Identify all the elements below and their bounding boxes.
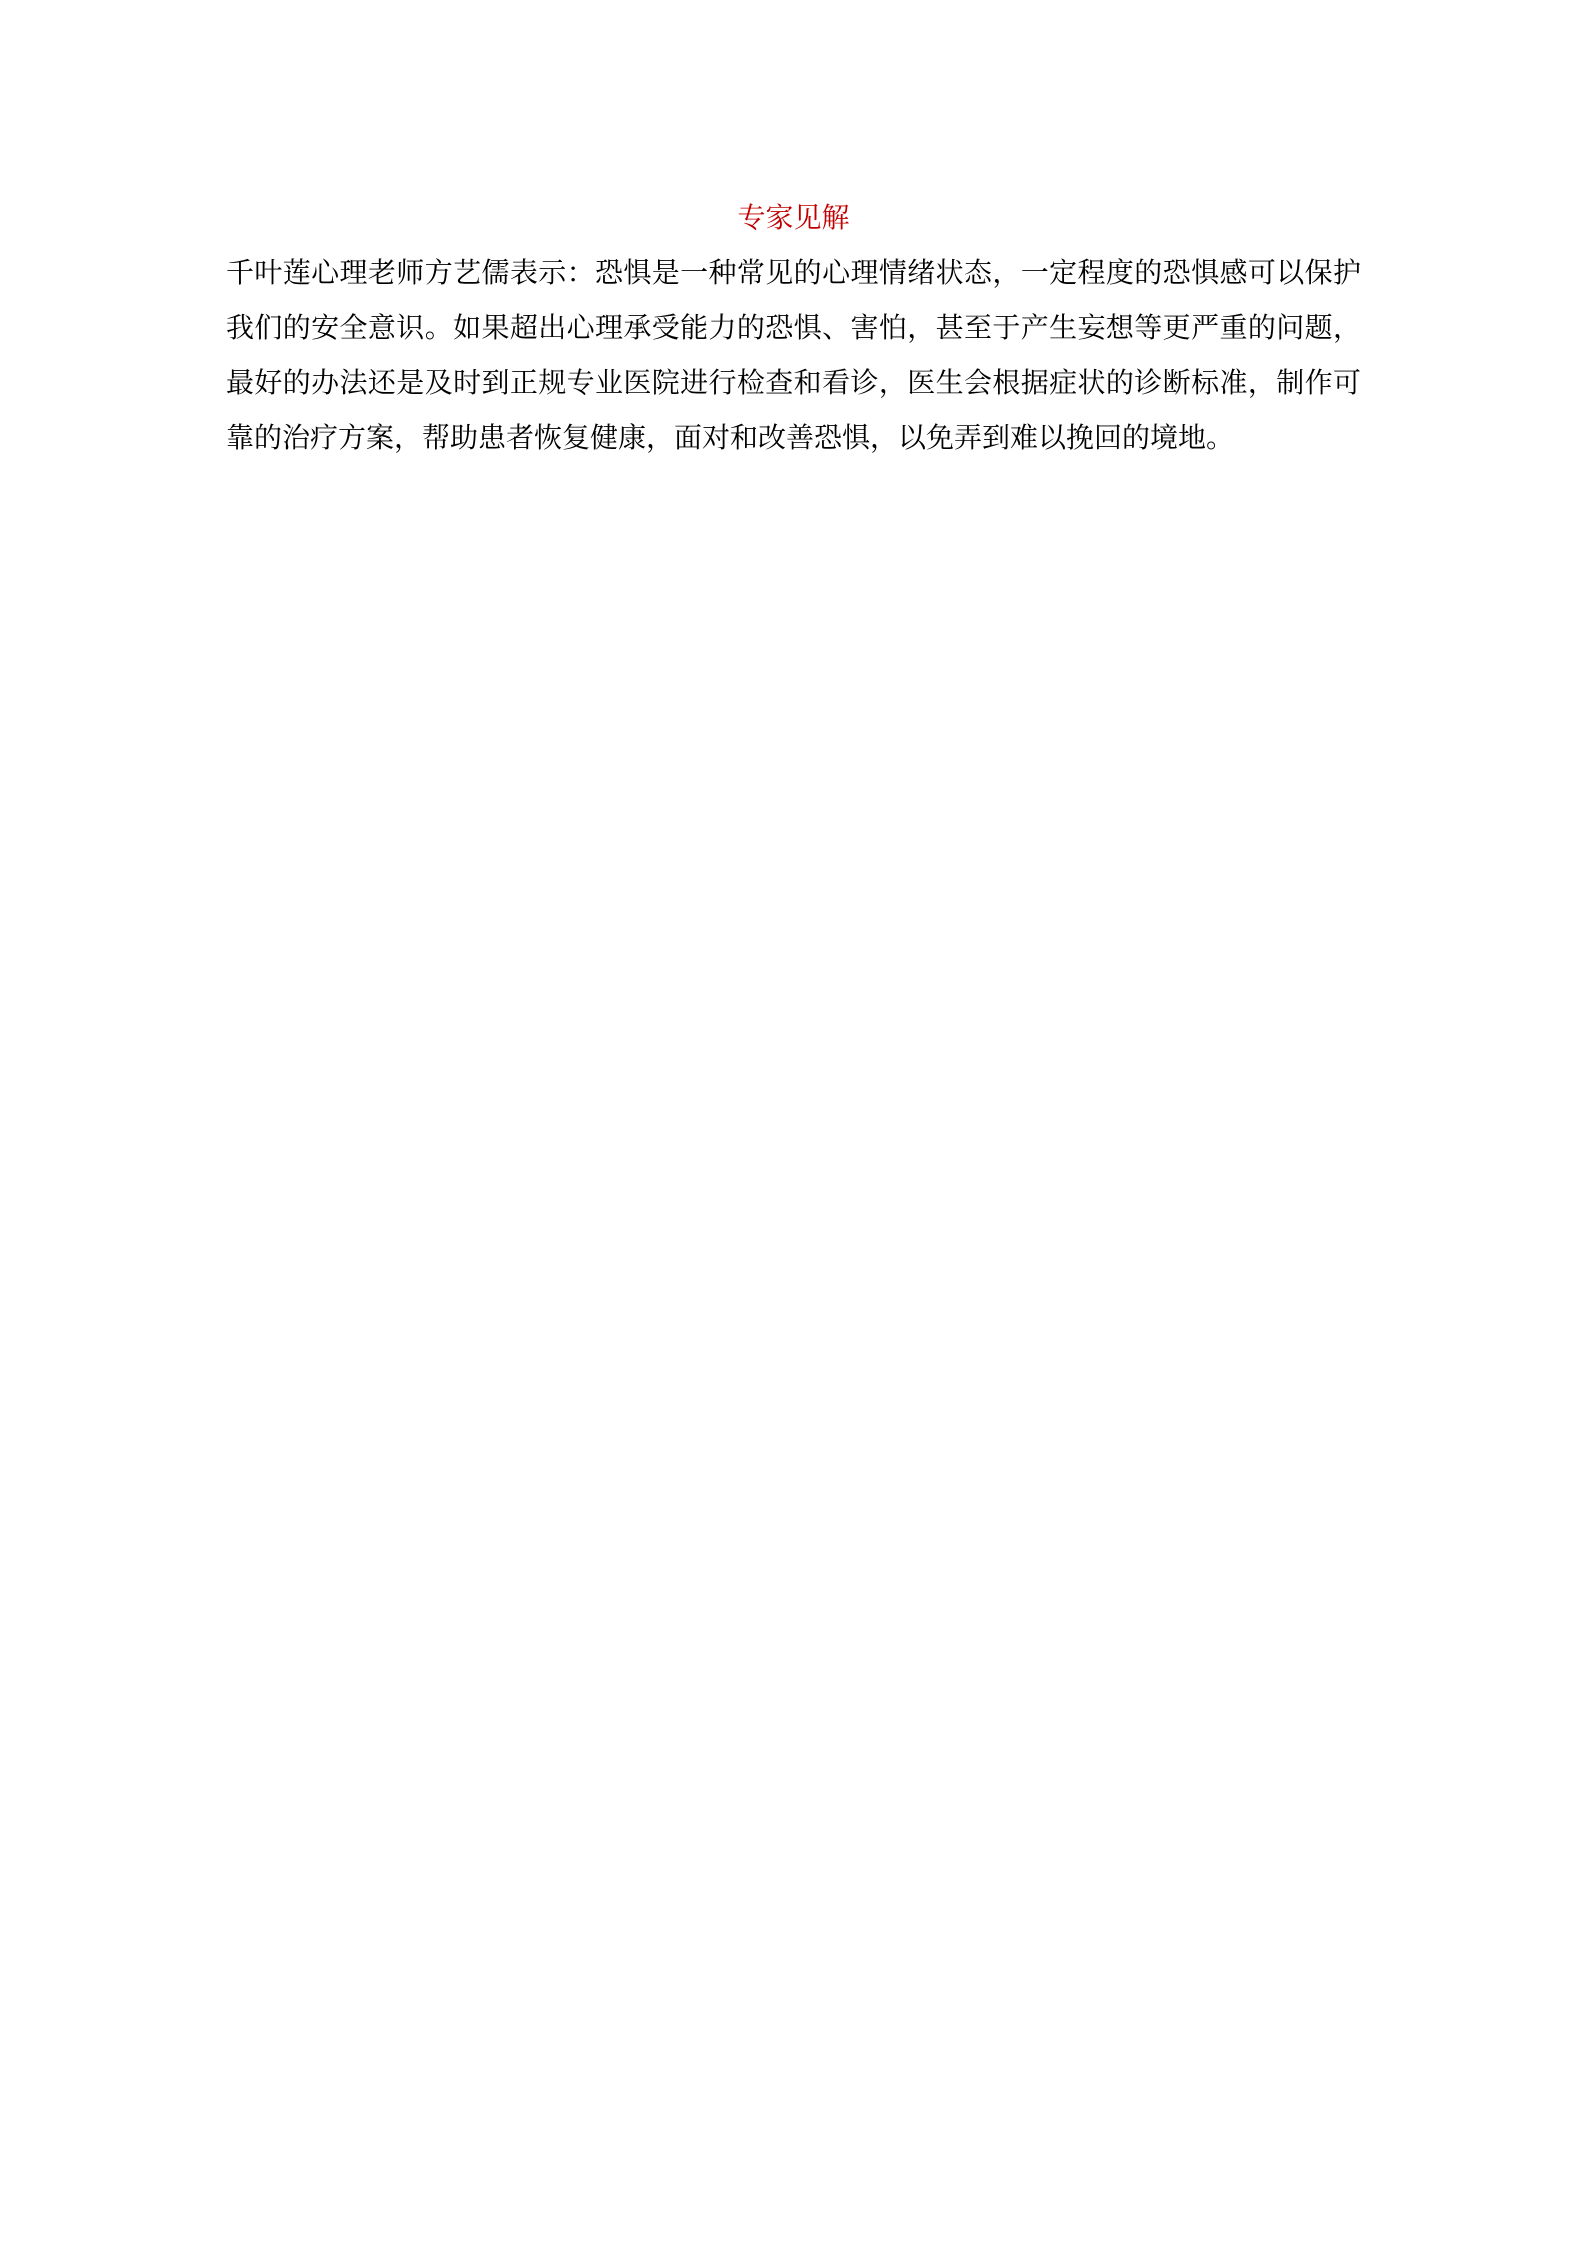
document-content [0,0,1587,465]
section-title: 专家见解 [737,202,850,233]
body-paragraph: 千叶莲心理老师方艺儒表示：恐惧是一种常见的心理情绪状态，一定程度的恐惧感可以保护我们的安全意识。如果超出心理承受能力的恐惧、害怕，甚至于产生妄想等更严重的问题，最好的办法还是及时到正规专业医院进行检查和看诊，医生会根据症状的诊断标准，制作可靠的治疗方案，帮助患者恢复健康，面对和改善恐惧，以免弄到难以挽回的境地。 [226,257,1361,453]
